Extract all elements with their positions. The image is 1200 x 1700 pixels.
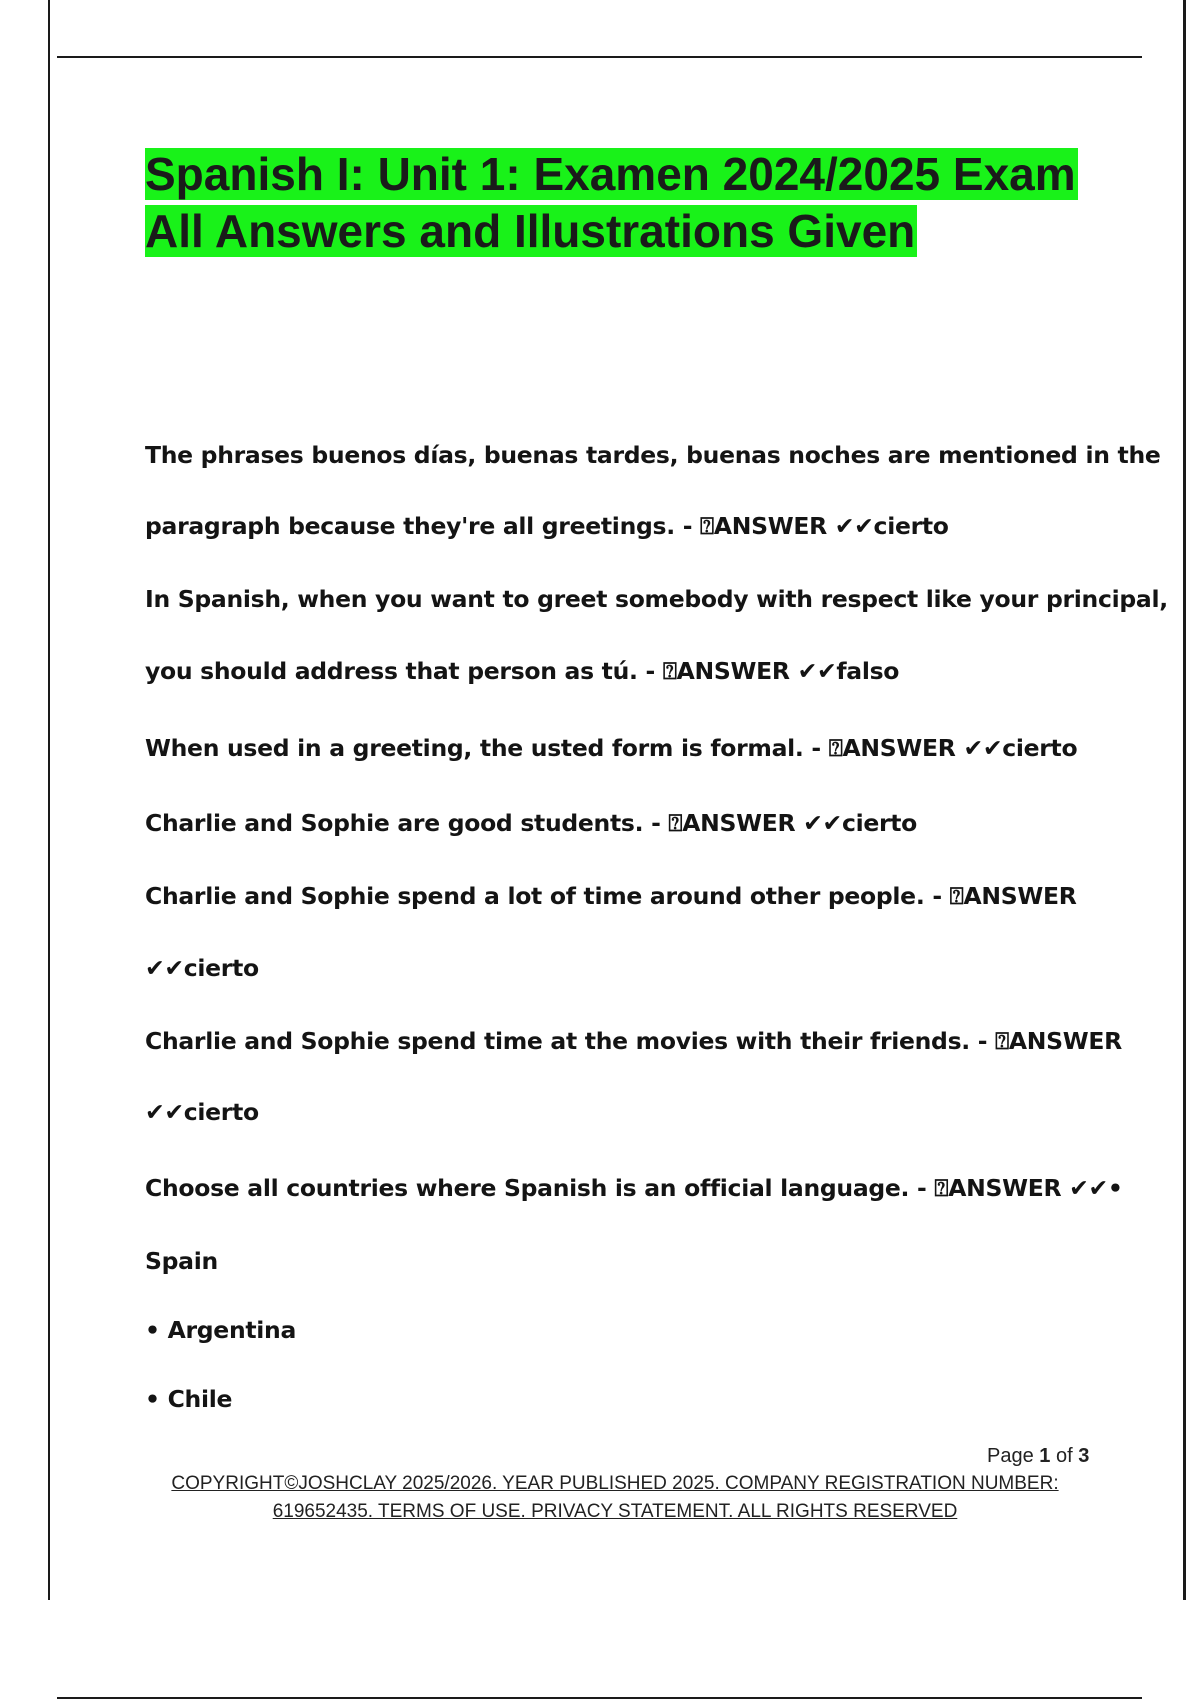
question-line: ✔✔cierto (145, 954, 259, 982)
question-line: When used in a greeting, the usted form is formal. - ⍰ANSWER ✔✔cierto (145, 734, 1078, 762)
answer-list-item: • Argentina (145, 1316, 297, 1344)
question-line: Charlie and Sophie are good students. - ⍰ANSWER ✔✔cierto (145, 809, 918, 837)
page-total: 3 (1078, 1445, 1090, 1467)
question-line: ✔✔cierto (145, 1098, 259, 1126)
copyright-line: COPYRIGHT©JOSHCLAY 2025/2026. YEAR PUBLISHED 2025. COMPANY REGISTRATION NUMBER: (171, 1473, 1059, 1494)
document-title-highlight: Spanish I: Unit 1: Examen 2024/2025 Exam All Answers and Illustrations Given (145, 148, 1076, 257)
question-line: Charlie and Sophie spend time at the movies with their friends. - ⍰ANSWER (145, 1027, 1122, 1055)
question-line: Charlie and Sophie spend a lot of time around other people. - ⍰ANSWER (145, 882, 1077, 910)
copyright-line: 619652435. TERMS OF USE. PRIVACY STATEMENT. ALL RIGHTS RESERVED (272, 1501, 958, 1522)
page-left-border (48, 0, 50, 1600)
question-line: paragraph because they're all greetings. - ⍰ANSWER ✔✔cierto (145, 512, 949, 540)
copyright-notice (150, 1470, 1080, 1526)
page-of: of (1055, 1445, 1073, 1467)
page-right-border (1183, 0, 1186, 1600)
top-rule (57, 56, 1142, 58)
question-line: you should address that person as tú. - ⍰ANSWER ✔✔falso (145, 657, 900, 685)
page-current: 1 (1039, 1445, 1051, 1467)
bottom-rule (57, 1697, 1142, 1699)
document-title (145, 146, 1105, 260)
question-line: Choose all countries where Spanish is an official language. - ⍰ANSWER ✔✔• (145, 1174, 1123, 1202)
page-number (987, 1445, 1089, 1468)
question-line: In Spanish, when you want to greet somebody with respect like your principal, (145, 585, 1168, 613)
answer-list-item: • Chile (145, 1385, 233, 1413)
page-label: Page (987, 1445, 1034, 1467)
answer-list-item: Spain (145, 1247, 218, 1275)
question-line: The phrases buenos días, buenas tardes, buenas noches are mentioned in the (145, 441, 1161, 469)
